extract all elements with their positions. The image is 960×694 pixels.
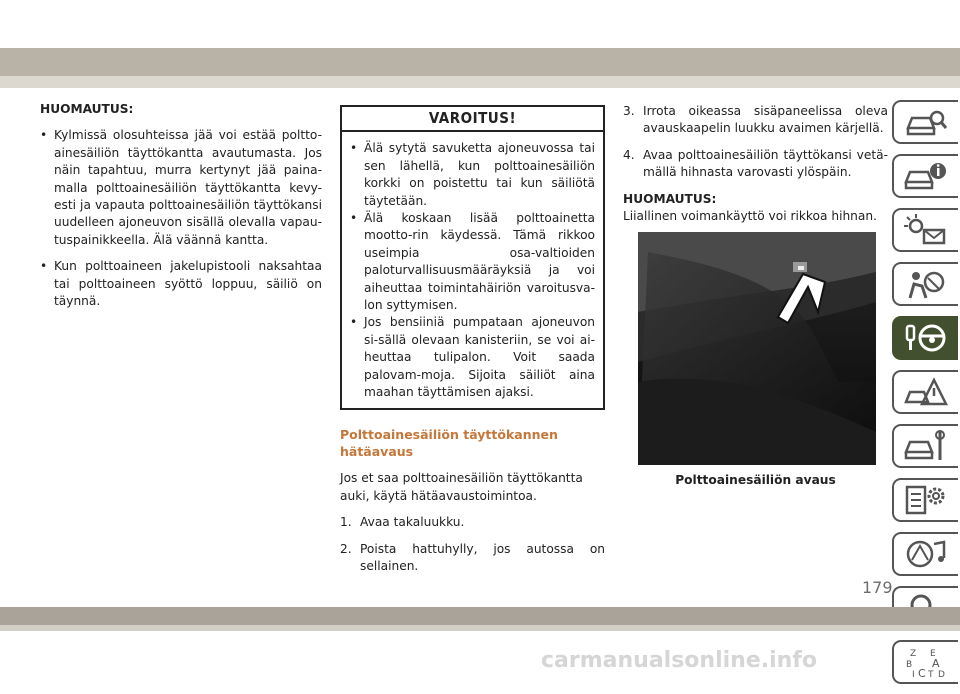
- note-heading: HUOMAUTUS:: [40, 102, 134, 116]
- watermark-text: carmanualsonline.info: [541, 648, 817, 673]
- right-column: [623, 103, 888, 490]
- trunk-interior-illustration: [638, 232, 876, 465]
- warning-bullet: • Jos bensiiniä pumpataan ajoneuvon si-sällä olevaan kanisteriin, se voi ai-heuttaa tulipalon. Voit saada palovam-moja. Sijoita säiliöt aina maahan täyttämisen ajaksi.: [350, 314, 595, 401]
- svg-text:C: C: [918, 667, 926, 678]
- tab-starting-driving[interactable]: [892, 316, 958, 360]
- note-text: Liiallinen voimankäyttö voi rikkoa hihnan.: [623, 209, 877, 224]
- warning-bullet: • Älä koskaan lisää polttoainetta mootto-rin käydessä. Tämä rikkoo useimpia osa-valtioiden paloturvallisuusmääräyksiä ja voi aiheuttaa toimintahäiriön varoitusva-lon syttymisen.: [350, 210, 595, 314]
- specifications-gear-icon: [904, 484, 948, 516]
- step-number: 2.: [340, 541, 352, 556]
- svg-text:A: A: [932, 657, 940, 670]
- tab-warning-lights[interactable]: [892, 208, 958, 252]
- section-heading: Polttoainesäiliön täyttökannen hätäavaus: [340, 426, 558, 459]
- warning-box: [340, 105, 605, 410]
- step-number: 4.: [623, 147, 635, 162]
- step-text: Poista hattuhylly, jos autossa on sellainen.: [360, 541, 605, 573]
- multimedia-icon: [904, 538, 948, 570]
- warning-light-message-icon: [904, 214, 948, 246]
- bottom-decorative-band-light: [0, 625, 960, 631]
- car-search-icon: [904, 106, 948, 138]
- fuel-door-release-photo: [638, 232, 876, 465]
- svg-text:I: I: [912, 670, 915, 678]
- top-decorative-band: [0, 48, 960, 76]
- step-item: [623, 147, 888, 182]
- step-item: [623, 103, 888, 138]
- note-bullet: • Kylmissä olosuhteissa jää voi estää poltto-ainesäiliön täyttökantta avautumasta. Jos näin tapahtuu, murra kertynyt jää paina-malla polttoainesäiliön täyttökantta kevy-esti ja vapauta polttoainesäiliön täyttökansi uudelleen ajoneuvon sisällä olevalla vapau-tuspainikkeella. Älä väännä kantta.: [40, 127, 322, 249]
- bottom-decorative-band: [0, 607, 960, 625]
- step-number: 1.: [340, 515, 352, 530]
- svg-text:Z: Z: [910, 649, 917, 659]
- roadside-emergency-icon: [904, 376, 948, 408]
- chapter-tabs: [892, 100, 960, 694]
- top-decorative-band-light: [0, 76, 960, 88]
- step-text: Avaa takaluukku.: [360, 515, 465, 530]
- step-text: Avaa polttoainesäiliön täyttökansi vetä-mällä hihnasta varovasti ylöspäin.: [643, 147, 888, 180]
- tab-emergency[interactable]: [892, 370, 958, 414]
- middle-column: [340, 105, 605, 584]
- tab-specifications[interactable]: [892, 478, 958, 522]
- figure-caption: Polttoainesäiliön avaus: [675, 473, 836, 488]
- airbag-safety-icon: [904, 268, 948, 300]
- svg-text:T: T: [928, 670, 934, 678]
- left-column: [40, 101, 322, 319]
- step-item: [340, 541, 605, 576]
- warning-body: [342, 132, 603, 407]
- car-info-icon: [904, 160, 948, 192]
- tab-multimedia[interactable]: [892, 532, 958, 576]
- warning-bullet: • Älä sytytä savuketta ajoneuvossa tai sen lähellä, kun polttoainesäiliön korkki on poistettu tai kun säiliötä täytetään.: [350, 140, 595, 210]
- tab-maintenance[interactable]: [892, 424, 958, 468]
- warning-title: VAROITUS!: [342, 107, 603, 132]
- index-alphabet-icon: [904, 646, 948, 678]
- tab-car-info[interactable]: [892, 154, 958, 198]
- tab-safety[interactable]: [892, 262, 958, 306]
- note-heading: HUOMAUTUS:: [623, 191, 717, 206]
- svg-text:B: B: [906, 660, 913, 670]
- svg-text:E: E: [930, 649, 936, 659]
- svg-text:D: D: [938, 670, 945, 678]
- page-number: 179: [862, 578, 893, 597]
- tab-index[interactable]: [892, 640, 958, 684]
- step-item: [340, 514, 605, 531]
- note-bullet: • Kun polttoaineen jakelupistooli naksahtaa tai polttoaineen syöttö loppuu, säiliö on täynnä.: [40, 258, 322, 310]
- step-text: Irrota oikeassa sisäpaneelissa oleva avauskaapelin luukku avaimen kärjellä.: [643, 104, 888, 136]
- step-number: 3.: [623, 104, 635, 118]
- key-steering-wheel-icon: [904, 322, 948, 354]
- tab-car-search[interactable]: [892, 100, 958, 144]
- section-intro: Jos et saa polttoainesäiliön täyttökantta auki, käytä hätäavaustoimintoa.: [340, 471, 583, 503]
- car-maintenance-icon: [904, 430, 948, 462]
